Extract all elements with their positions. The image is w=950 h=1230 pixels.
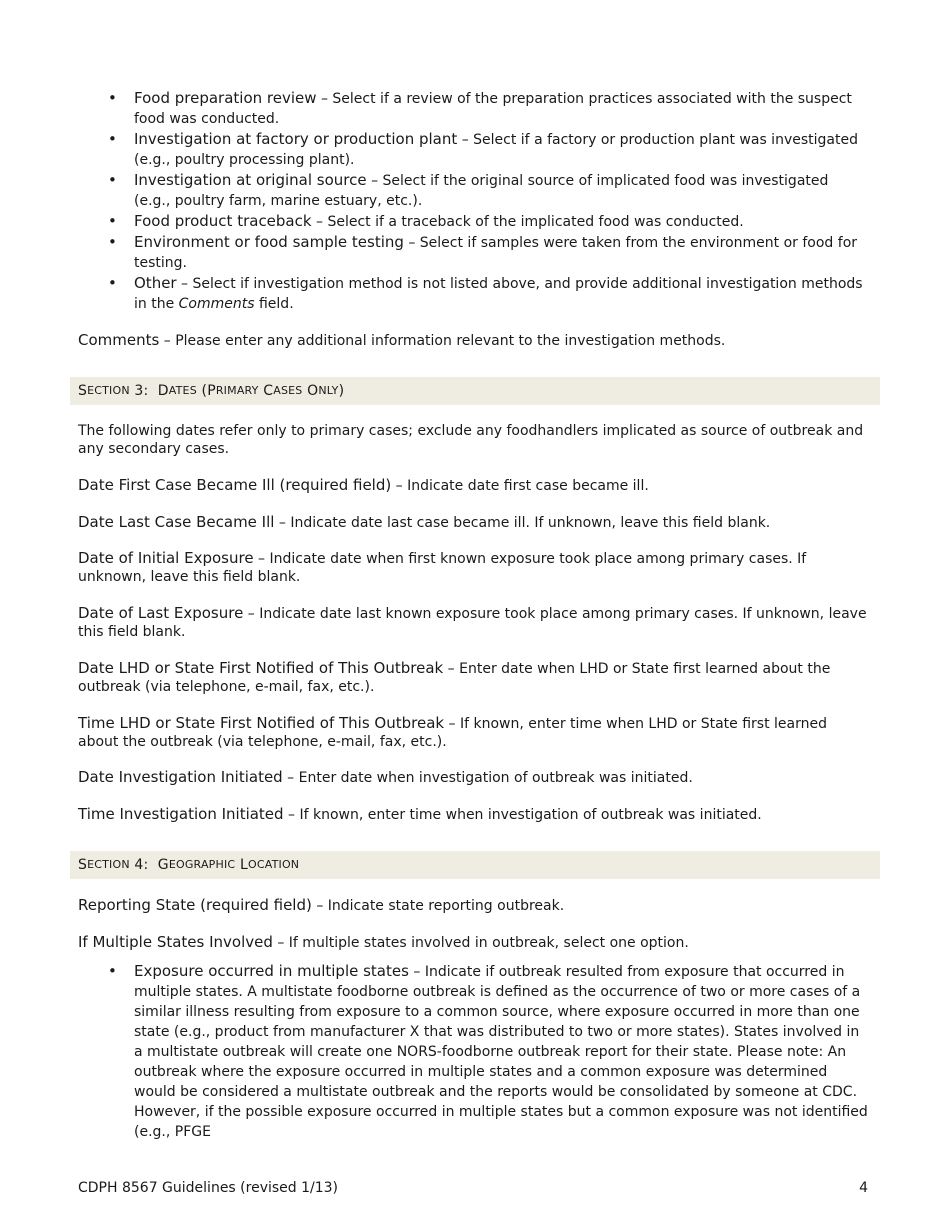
- list-item: [134, 232, 868, 273]
- item-term: Date of Last Exposure: [78, 604, 244, 622]
- heading-char: NLY: [318, 384, 339, 397]
- dash: –: [287, 770, 295, 786]
- item-desc: Indicate if outbreak resulted from exposure that occurred in multiple states. A multistate foodborne outbreak is defined as the occurrence of two or more cases of a similar illness resulting from exposure to a common source, where exposure occurred in more than one state (e.g., product from manufacturer X that was distributed to two or more states). States involved in a multistate outbreak will create one NORS-foodborne outbreak report for their state. Please note: An outbreak where the exposure occurred in multiple states and a common exposure was determined would be considered a multistate outbreak and the reports would be consolidated by someone at CDC. However, if the possible exposure occurred in multiple states but a common exposure was not identified (e.g., PFGE: [134, 964, 868, 1140]
- item-term: Food product traceback: [134, 212, 312, 230]
- heading-char: ATES: [168, 384, 197, 397]
- date-item: [78, 549, 868, 586]
- item-desc: Indicate state reporting outbreak.: [327, 898, 565, 914]
- dash: –: [447, 661, 455, 677]
- heading-char: D: [157, 383, 169, 399]
- item-desc: If known, enter time when LHD or State first learned about the outbreak (via telephone, e-mail, fax, etc.).: [78, 716, 828, 750]
- heading-char: (: [196, 383, 208, 399]
- dash: –: [181, 276, 189, 292]
- item-desc: Indicate date last case became ill. If unknown, leave this field blank.: [290, 515, 771, 531]
- heading-char: OCATION: [247, 858, 300, 871]
- dash: –: [448, 716, 456, 732]
- date-item: [78, 659, 868, 696]
- item-term: Exposure occurred in multiple states: [134, 962, 409, 980]
- investigation-methods-list: [78, 88, 868, 314]
- location-item: [78, 895, 868, 916]
- document-page: [78, 88, 868, 1142]
- item-desc: Select if samples were taken from the environment or food for testing.: [134, 235, 858, 271]
- dash: –: [258, 551, 266, 567]
- dash: –: [320, 91, 328, 107]
- item-desc: Please enter any additional information relevant to the investigation methods.: [175, 333, 726, 349]
- dash: –: [413, 964, 421, 980]
- date-item: [78, 714, 868, 751]
- heading-char: ): [338, 383, 345, 399]
- dash: –: [316, 214, 324, 230]
- date-item: [78, 604, 868, 641]
- heading-char: 4:: [129, 857, 158, 873]
- item-desc: Select if a factory or production plant was investigated (e.g., poultry processing plant).: [134, 132, 858, 168]
- item-desc: field.: [254, 296, 294, 312]
- heading-char: L: [235, 857, 248, 873]
- dash: –: [316, 898, 324, 914]
- dash: –: [247, 606, 255, 622]
- item-term: Date of Initial Exposure: [78, 549, 254, 567]
- list-item: [134, 129, 868, 170]
- heading-char: ECTION: [87, 858, 130, 871]
- page-number: 4: [859, 1180, 868, 1196]
- heading-char: C: [258, 383, 274, 399]
- item-desc: If known, enter time when investigation of outbreak was initiated.: [299, 807, 762, 823]
- dash: –: [395, 478, 403, 494]
- list-item: [134, 170, 868, 211]
- item-term: Date Last Case Became Ill: [78, 513, 275, 531]
- item-term: Comments: [78, 331, 160, 349]
- item-desc: Enter date when LHD or State first learned about the outbreak (via telephone, e-mail, fax, etc.).: [78, 661, 831, 695]
- item-desc: Select if a review of the preparation practices associated with the suspect food was conducted.: [134, 91, 852, 127]
- dash: –: [278, 515, 286, 531]
- heading-char: S: [78, 857, 88, 873]
- item-desc-italic: Comments: [178, 296, 255, 312]
- item-term: Date First Case Became Ill (required field): [78, 476, 392, 494]
- item-term: Date LHD or State First Notified of This Outbreak: [78, 659, 444, 677]
- item-desc: Indicate date when first known exposure took place among primary cases. If unknown, leave this field blank.: [78, 551, 807, 585]
- item-desc: If multiple states involved in outbreak, select one option.: [288, 935, 689, 951]
- page-footer: [78, 1178, 868, 1198]
- heading-char: G: [157, 857, 169, 873]
- location-item: [78, 932, 868, 953]
- item-term: Investigation at factory or production plant: [134, 130, 458, 148]
- heading-char: O: [302, 383, 319, 399]
- heading-char: S: [78, 383, 88, 399]
- heading-char: ASES: [273, 384, 303, 397]
- item-term: Time LHD or State First Notified of This Outbreak: [78, 714, 445, 732]
- item-desc: Select if the original source of implicated food was investigated (e.g., poultry farm, marine estuary, etc.).: [134, 173, 829, 209]
- date-item: [78, 767, 868, 788]
- list-item: [134, 273, 868, 314]
- item-term: Environment or food sample testing: [134, 233, 404, 251]
- item-term: Food preparation review: [134, 89, 317, 107]
- date-item: [78, 512, 868, 533]
- section-3-intro: The following dates refer only to primary cases; exclude any foodhandlers implicated as source of outbreak and any secondary cases.: [78, 423, 864, 457]
- dash: –: [371, 173, 379, 189]
- section-3-heading: [70, 377, 880, 405]
- heading-char: P: [207, 383, 216, 399]
- item-term: Reporting State (required field): [78, 896, 312, 914]
- heading-char: 3:: [129, 383, 158, 399]
- item-desc: Indicate date last known exposure took place among primary cases. If unknown, leave this field blank.: [78, 606, 867, 640]
- comments-paragraph: [78, 330, 868, 351]
- heading-char: RIMARY: [215, 384, 259, 397]
- heading-char: EOGRAPHIC: [168, 858, 236, 871]
- footer-label: CDPH 8567 Guidelines (revised 1/13): [78, 1180, 339, 1196]
- list-item: [134, 88, 868, 129]
- dash: –: [461, 132, 469, 148]
- date-item: [78, 475, 868, 496]
- item-desc: Select if investigation method is not listed above, and provide additional investigation methods in the: [134, 276, 863, 312]
- dash: –: [288, 807, 296, 823]
- dash: –: [277, 935, 285, 951]
- item-term: Time Investigation Initiated: [78, 805, 284, 823]
- item-desc: Select if a traceback of the implicated food was conducted.: [327, 214, 744, 230]
- dash: –: [163, 333, 171, 349]
- dash: –: [408, 235, 416, 251]
- multiple-states-list: [78, 961, 868, 1142]
- item-term: Date Investigation Initiated: [78, 768, 283, 786]
- list-item: [134, 961, 868, 1142]
- item-term: If Multiple States Involved: [78, 933, 273, 951]
- list-item: [134, 211, 868, 232]
- date-item: [78, 804, 868, 825]
- item-desc: Enter date when investigation of outbreak was initiated.: [298, 770, 693, 786]
- item-term: Other: [134, 274, 177, 292]
- section-4-heading: [70, 851, 880, 879]
- item-term: Investigation at original source: [134, 171, 367, 189]
- heading-char: ECTION: [87, 384, 130, 397]
- item-desc: Indicate date first case became ill.: [407, 478, 649, 494]
